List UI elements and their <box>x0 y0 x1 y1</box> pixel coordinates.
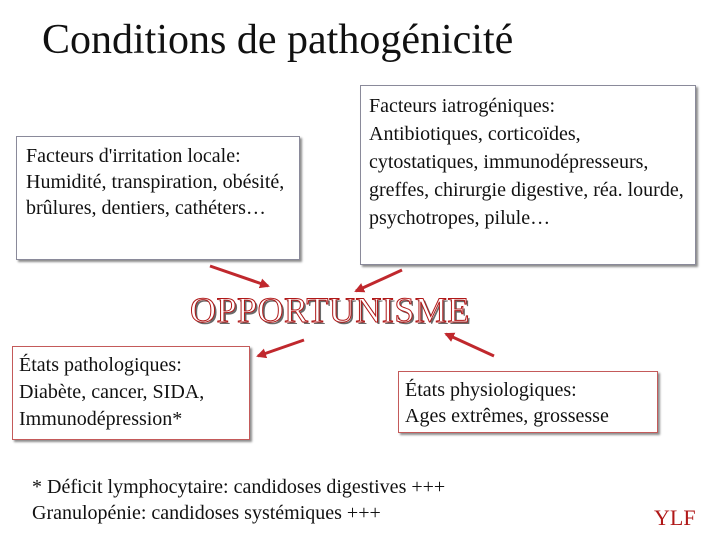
box-physiological-states: États physiologiques: Ages extrêmes, grossesse <box>398 371 658 433</box>
box-local-irritation: Facteurs d'irritation locale: Humidité, transpiration, obésité, brûlures, dentiers, cathéters… <box>16 136 300 260</box>
arrow-physiological-to-center <box>446 334 494 356</box>
footnote: * Déficit lymphocytaire: candidoses digestives +++ Granulopénie: candidoses systémiques +++ <box>32 476 446 524</box>
box-pathological-states: États pathologiques: Diabète, cancer, SIDA, Immunodépression* <box>12 346 250 440</box>
arrow-local-to-center <box>210 266 268 286</box>
arrow-iatrogenic-to-center <box>356 270 402 291</box>
arrow-pathological-to-center <box>258 340 304 356</box>
slide-title: Conditions de pathogénicité <box>42 17 514 63</box>
box-iatrogenic-factors: Facteurs iatrogéniques: Antibiotiques, corticoïdes, cytostatiques, immunodépresseurs, greffes, chirurgie digestive, réa. lourde, psychotropes, pilule… <box>360 85 696 265</box>
center-label-opportunisme: OPPORTUNISME <box>190 290 470 330</box>
author-signature: YLF <box>654 505 696 530</box>
